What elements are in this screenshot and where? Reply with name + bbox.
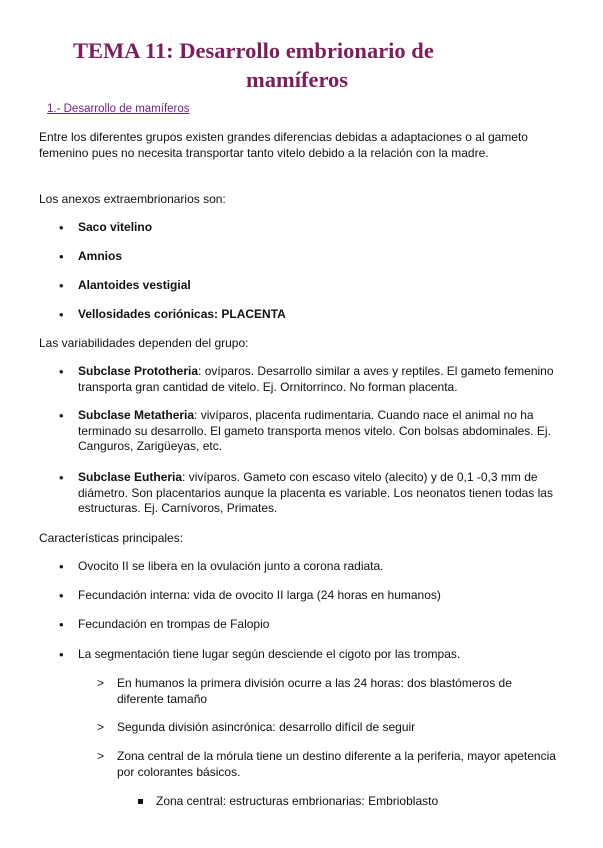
subclase-name: Subclase Metatheria bbox=[78, 408, 195, 422]
list-item: • Fecundación interna: vida de ovocito II larga (24 horas en humanos) bbox=[78, 588, 558, 604]
caracteristicas-heading: Características principales: bbox=[39, 531, 184, 545]
list-item bbox=[78, 278, 558, 294]
sublist-item: > Segunda división asincrónica: desarrollo difícil de seguir bbox=[117, 720, 557, 736]
title-line-2: mamíferos bbox=[246, 67, 349, 92]
list-item bbox=[78, 307, 558, 323]
subclase-name: Subclase Eutheria bbox=[78, 470, 183, 484]
subclase-text: : vivíparos, placenta rudimentaria. Cuando nace el animal no ha terminado su desarrollo. El gameto transporta menos vitelo. Con bolsas abdominales. Ej. Canguros, Zarigüeyas, etc. bbox=[78, 408, 551, 453]
subclase-text: : ovíparos. Desarrollo similar a aves y reptiles. El gameto femenino transporta gran cantidad de vitelo. Ej. Ornitorrinco. No forman placenta. bbox=[78, 364, 554, 394]
list-item-text: Alantoides vestigial bbox=[78, 278, 191, 292]
subclase-name: Subclase Prototheria bbox=[78, 364, 199, 378]
list-item bbox=[78, 249, 558, 265]
list-item-text: Vellosidades coriónicas: PLACENTA bbox=[78, 307, 286, 321]
list-item-text: Saco vitelino bbox=[78, 220, 153, 234]
subsublist-item: Zona central: estructuras embrionarias: Embrioblasto bbox=[156, 794, 556, 810]
list-item: • La segmentación tiene lugar según desciende el cigoto por las trompas. bbox=[78, 647, 558, 663]
variabilidades-heading: Las variabilidades dependen del grupo: bbox=[39, 336, 249, 350]
list-item bbox=[78, 220, 558, 236]
list-item bbox=[78, 408, 558, 455]
intro-paragraph: Entre los diferentes grupos existen grandes diferencias debidas a adaptaciones o al gameto femenino pues no necesita transportar tanto vitelo debido a la relación con la madre. bbox=[39, 130, 528, 160]
section-link[interactable]: 1.- Desarrollo de mamíferos bbox=[47, 103, 190, 115]
sublist-item: > Zona central de la mórula tiene un destino diferente a la periferia, mayor apetencia por colorantes básicos. bbox=[117, 749, 557, 780]
sublist-item: > En humanos la primera división ocurre a las 24 horas: dos blastómeros de diferente tamaño bbox=[117, 676, 557, 707]
anexos-heading: Los anexos extraembrionarios son: bbox=[39, 192, 226, 206]
list-item-text: Amnios bbox=[78, 249, 123, 263]
title-line-1: TEMA 11: Desarrollo embrionario de bbox=[73, 38, 434, 63]
list-item bbox=[78, 364, 558, 395]
list-item: • Ovocito II se libera en la ovulación junto a corona radiata. bbox=[78, 559, 558, 575]
list-item bbox=[78, 470, 558, 517]
list-item: • Fecundación en trompas de Falopio bbox=[78, 617, 558, 633]
subclase-text: : vivíparos. Gameto con escaso vitelo (alecito) y de 0,1 -0,3 mm de diámetro. Son placentarios aunque la placenta es variable. Los neonatos tienen todas las estructuras. Ej. Carnívoros, Primates. bbox=[78, 470, 553, 515]
